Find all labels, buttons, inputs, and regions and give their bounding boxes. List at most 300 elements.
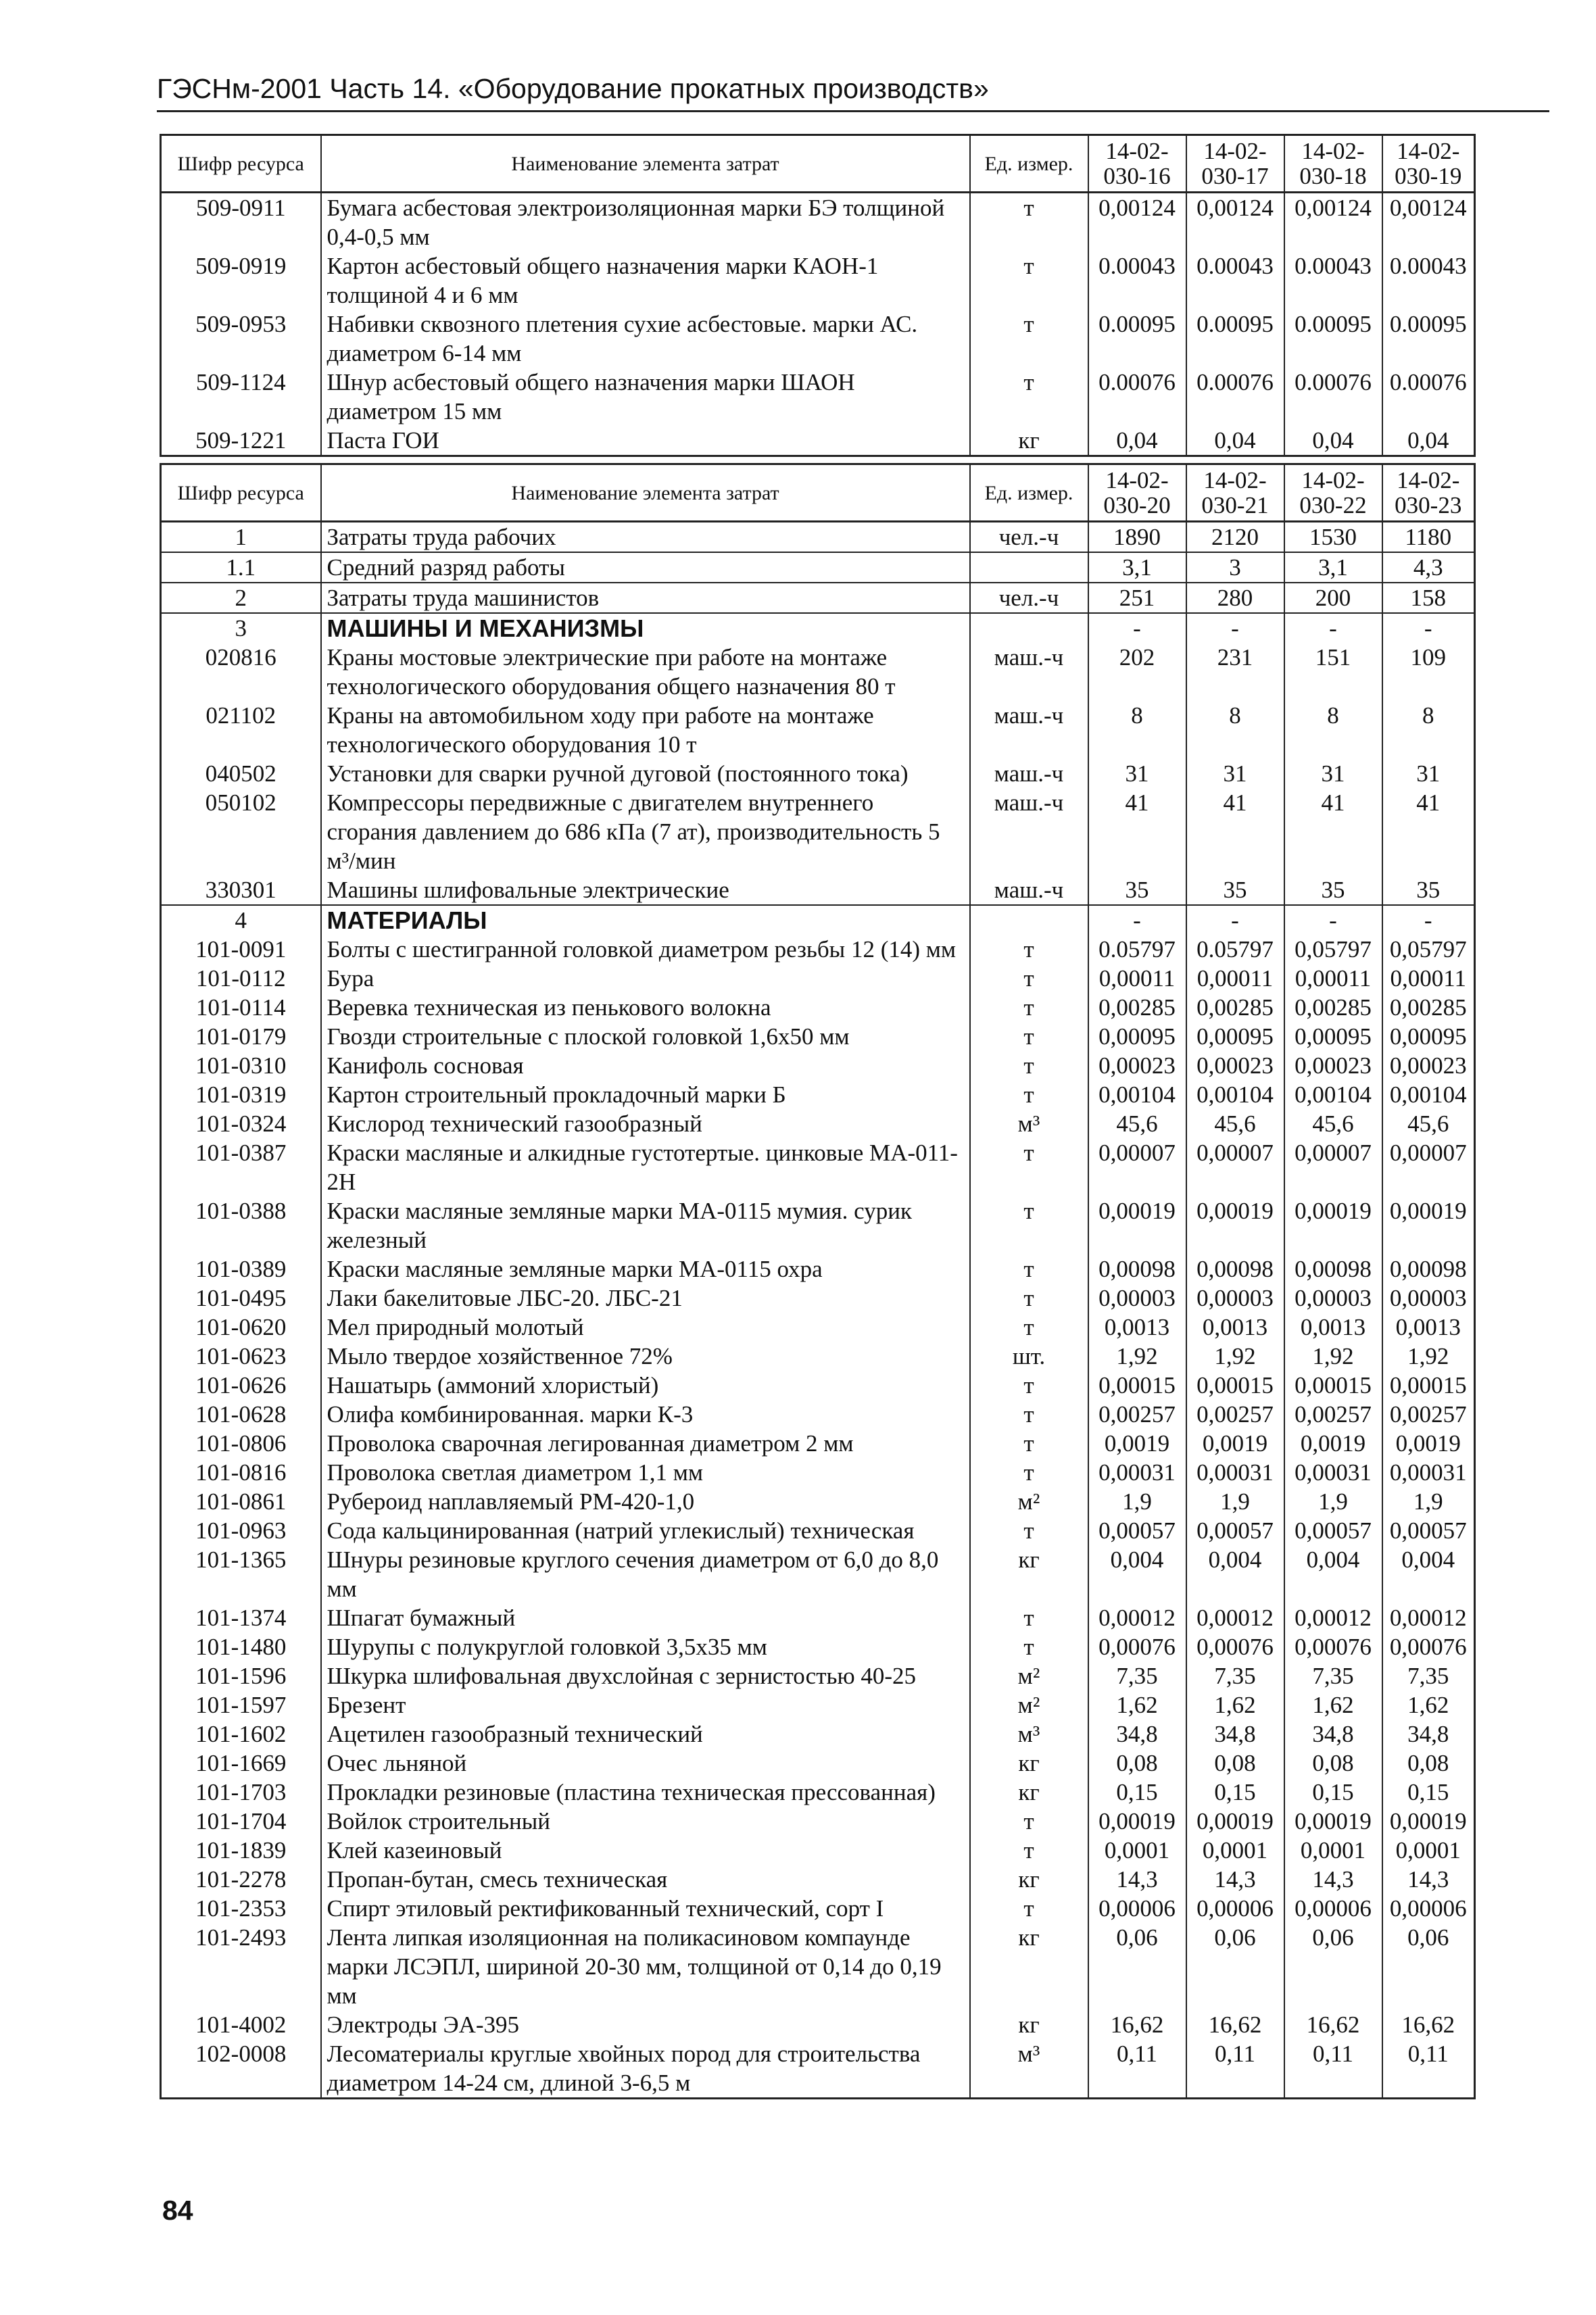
resource-name: Средний разряд работы [321, 552, 970, 583]
resource-value: 0,00031 [1382, 1458, 1475, 1487]
resource-unit: т [970, 993, 1088, 1022]
resource-value: 0.05797 [1088, 935, 1186, 964]
resource-unit: т [970, 193, 1088, 252]
resource-name: Краски масляные и алкидные густотертые. цинковые МА-011-2Н [321, 1138, 970, 1196]
resource-name: Лаки бакелитовые ЛБС-20. ЛБС-21 [321, 1284, 970, 1313]
table-row [161, 613, 1475, 643]
resource-value: 0,00095 [1284, 1022, 1382, 1051]
resource-unit: т [970, 1051, 1088, 1080]
resource-code: 101-0495 [161, 1284, 321, 1313]
table-row [161, 643, 1475, 701]
resource-name: Картон строительный прокладочный марки Б [321, 1080, 970, 1109]
table-row [161, 1022, 1475, 1051]
resource-value: 8 [1186, 701, 1284, 759]
resource-unit: кг [970, 1778, 1088, 1807]
resource-value: 0,00076 [1186, 1632, 1284, 1661]
resource-value: 0,00095 [1382, 1022, 1475, 1051]
resource-value: 0.00095 [1284, 310, 1382, 368]
resource-unit: м² [970, 1690, 1088, 1720]
resource-code: 101-1597 [161, 1690, 321, 1720]
table-row [161, 905, 1475, 935]
resource-code: 509-0919 [161, 251, 321, 310]
resource-value: 0,0019 [1382, 1429, 1475, 1458]
resource-name: Машины шлифовальные электрические [321, 875, 970, 905]
table-row [161, 964, 1475, 993]
resource-value: 0,00007 [1088, 1138, 1186, 1196]
resource-unit: м² [970, 1487, 1088, 1516]
resource-value: 0,08 [1186, 1749, 1284, 1778]
table-row [161, 1138, 1475, 1196]
resource-code: 1.1 [161, 552, 321, 583]
resource-value: 0,04 [1088, 426, 1186, 456]
resource-name: Затраты труда машинистов [321, 583, 970, 613]
resource-name: Ацетилен газообразный технический [321, 1720, 970, 1749]
table-row [161, 993, 1475, 1022]
resource-unit: т [970, 1516, 1088, 1545]
resource-value: 14,3 [1382, 1865, 1475, 1894]
resource-value: 0,00007 [1284, 1138, 1382, 1196]
resource-value: 1,62 [1382, 1690, 1475, 1720]
resource-code: 101-0388 [161, 1196, 321, 1254]
resource-value: 200 [1284, 583, 1382, 613]
table-row [161, 1690, 1475, 1720]
resource-value: 1,92 [1382, 1342, 1475, 1371]
table-header-row [161, 135, 1475, 193]
resource-code: 101-0816 [161, 1458, 321, 1487]
resource-value: 0,00019 [1284, 1807, 1382, 1836]
table-row [161, 2010, 1475, 2039]
resource-name: Рубероид наплавляемый РМ-420-1,0 [321, 1487, 970, 1516]
resource-unit: т [970, 1400, 1088, 1429]
resource-value: 0,0013 [1382, 1313, 1475, 1342]
resource-name: Очес льняной [321, 1749, 970, 1778]
resource-value: 1,92 [1186, 1342, 1284, 1371]
resource-value: 0,15 [1186, 1778, 1284, 1807]
resource-name: Шурупы с полукруглой головкой 3,5х35 мм [321, 1632, 970, 1661]
resource-value: 0,08 [1382, 1749, 1475, 1778]
resource-code: 021102 [161, 701, 321, 759]
resource-table-1 [160, 134, 1476, 457]
resource-value: 0.00076 [1284, 368, 1382, 426]
resource-value: 7,35 [1186, 1661, 1284, 1690]
resource-value: 0,00019 [1186, 1196, 1284, 1254]
resource-unit: м³ [970, 2039, 1088, 2099]
resource-value: 0,15 [1382, 1778, 1475, 1807]
header-col: 14-02-030-17 [1186, 135, 1284, 193]
resource-unit: кг [970, 1865, 1088, 1894]
resource-unit: т [970, 251, 1088, 310]
resource-value: 0,00011 [1088, 964, 1186, 993]
table-row [161, 368, 1475, 426]
resource-unit: кг [970, 1923, 1088, 2010]
table-row [161, 1778, 1475, 1807]
resource-value: 3,1 [1088, 552, 1186, 583]
resource-value: 0,04 [1284, 426, 1382, 456]
resource-value: - [1186, 613, 1284, 643]
header-col: 14-02-030-21 [1186, 464, 1284, 522]
resource-value: 109 [1382, 643, 1475, 701]
header-code: Шифр ресурса [161, 464, 321, 522]
resource-value: 0,00011 [1284, 964, 1382, 993]
page-number: 84 [162, 2195, 193, 2226]
resource-value: 1,9 [1382, 1487, 1475, 1516]
table-row [161, 1632, 1475, 1661]
resource-value: 14,3 [1088, 1865, 1186, 1894]
resource-unit: маш.-ч [970, 875, 1088, 905]
resource-value: 0,00104 [1088, 1080, 1186, 1109]
resource-unit: чел.-ч [970, 583, 1088, 613]
resource-value: 45,6 [1284, 1109, 1382, 1138]
resource-value: 0,15 [1088, 1778, 1186, 1807]
resource-value: - [1382, 905, 1475, 935]
resource-value: 0,00007 [1186, 1138, 1284, 1196]
resource-unit [970, 552, 1088, 583]
resource-value: 0,00012 [1186, 1603, 1284, 1632]
resource-unit: т [970, 1807, 1088, 1836]
resource-unit: т [970, 1894, 1088, 1923]
resource-value: 0,00019 [1382, 1196, 1475, 1254]
resource-value: 2120 [1186, 522, 1284, 553]
resource-unit: маш.-ч [970, 759, 1088, 788]
resource-value: 0,00098 [1382, 1254, 1475, 1284]
resource-value: 0,00003 [1088, 1284, 1186, 1313]
resource-value: 0.00095 [1088, 310, 1186, 368]
resource-code: 101-1703 [161, 1778, 321, 1807]
resource-value: 41 [1382, 788, 1475, 875]
resource-unit: м² [970, 1661, 1088, 1690]
resource-table-2 [160, 463, 1476, 2099]
resource-unit: маш.-ч [970, 701, 1088, 759]
resource-code: 101-1480 [161, 1632, 321, 1661]
resource-code: 040502 [161, 759, 321, 788]
resource-code: 101-2353 [161, 1894, 321, 1923]
resource-value: 0,00019 [1382, 1807, 1475, 1836]
resource-value: 0,00012 [1382, 1603, 1475, 1632]
resource-value: 0,00023 [1186, 1051, 1284, 1080]
resource-value: 0,04 [1186, 426, 1284, 456]
resource-value: 0.00076 [1088, 368, 1186, 426]
resource-value: 0,0019 [1284, 1429, 1382, 1458]
resource-value: 0,00285 [1088, 993, 1186, 1022]
resource-unit: т [970, 964, 1088, 993]
resource-unit: т [970, 310, 1088, 368]
resource-code: 1 [161, 522, 321, 553]
table-row [161, 701, 1475, 759]
resource-value: 0,00124 [1088, 193, 1186, 252]
resource-code: 101-1365 [161, 1545, 321, 1603]
resource-value: 0,08 [1088, 1749, 1186, 1778]
table-row [161, 1487, 1475, 1516]
resource-value: 0,00257 [1088, 1400, 1186, 1429]
resource-unit: маш.-ч [970, 643, 1088, 701]
resource-value: 0,00257 [1284, 1400, 1382, 1429]
resource-value: 4,3 [1382, 552, 1475, 583]
resource-code: 050102 [161, 788, 321, 875]
resource-value: 0,00023 [1088, 1051, 1186, 1080]
resource-code: 101-0628 [161, 1400, 321, 1429]
resource-value: 1,9 [1186, 1487, 1284, 1516]
resource-code: 509-0911 [161, 193, 321, 252]
header-code: Шифр ресурса [161, 135, 321, 193]
resource-value: - [1088, 905, 1186, 935]
resource-value: 0,00095 [1088, 1022, 1186, 1051]
table-row [161, 1371, 1475, 1400]
table-row [161, 1749, 1475, 1778]
resource-value: 35 [1186, 875, 1284, 905]
table-row [161, 875, 1475, 905]
resource-value: 0.00076 [1382, 368, 1475, 426]
resource-value: 16,62 [1186, 2010, 1284, 2039]
resource-value: 0.00043 [1284, 251, 1382, 310]
resource-value: 1,62 [1186, 1690, 1284, 1720]
resource-name: Олифа комбинированная. марки К-3 [321, 1400, 970, 1429]
resource-value: 0,0001 [1382, 1836, 1475, 1865]
resource-unit: м³ [970, 1720, 1088, 1749]
table-row [161, 1400, 1475, 1429]
resource-value: 41 [1088, 788, 1186, 875]
resource-unit: м³ [970, 1109, 1088, 1138]
header-unit: Ед. измер. [970, 464, 1088, 522]
table-row [161, 788, 1475, 875]
resource-unit: т [970, 1371, 1088, 1400]
resource-unit: кг [970, 1749, 1088, 1778]
resource-value: 45,6 [1186, 1109, 1284, 1138]
resource-code: 020816 [161, 643, 321, 701]
table-row [161, 1429, 1475, 1458]
resource-code: 101-0620 [161, 1313, 321, 1342]
resource-code: 509-1221 [161, 426, 321, 456]
resource-name: Клей казеиновый [321, 1836, 970, 1865]
resource-name: Гвозди строительные с плоской головкой 1,6х50 мм [321, 1022, 970, 1051]
resource-value: 0,06 [1382, 1923, 1475, 2010]
resource-value: 35 [1284, 875, 1382, 905]
resource-unit: т [970, 1429, 1088, 1458]
table-body [161, 522, 1475, 2099]
resource-value: 0,00285 [1284, 993, 1382, 1022]
resource-value: 0,00012 [1088, 1603, 1186, 1632]
table-row [161, 583, 1475, 613]
resource-code: 101-0114 [161, 993, 321, 1022]
resource-value: 0,00057 [1382, 1516, 1475, 1545]
resource-name: Картон асбестовый общего назначения марки КАОН-1 толщиной 4 и 6 мм [321, 251, 970, 310]
resource-value: 0,00076 [1284, 1632, 1382, 1661]
resource-value: 3,1 [1284, 552, 1382, 583]
resource-value: 45,6 [1382, 1109, 1475, 1138]
table-row [161, 193, 1475, 252]
header-col: 14-02-030-20 [1088, 464, 1186, 522]
resource-value: 0.00043 [1088, 251, 1186, 310]
resource-name: Мел природный молотый [321, 1313, 970, 1342]
resource-name: Шкурка шлифовальная двухслойная с зернистостью 40-25 [321, 1661, 970, 1690]
resource-value: - [1186, 905, 1284, 935]
resource-code: 2 [161, 583, 321, 613]
resource-code: 101-0091 [161, 935, 321, 964]
resource-name: Паста ГОИ [321, 426, 970, 456]
resource-value: 0,0013 [1088, 1313, 1186, 1342]
resource-value: 202 [1088, 643, 1186, 701]
resource-name: Бумага асбестовая электроизоляционная марки БЭ толщиной 0,4-0,5 мм [321, 193, 970, 252]
resource-value: 1,92 [1088, 1342, 1186, 1371]
table-row [161, 759, 1475, 788]
resource-name: Пропан-бутан, смесь техническая [321, 1865, 970, 1894]
resource-value: 31 [1382, 759, 1475, 788]
resource-value: - [1284, 905, 1382, 935]
resource-value: 231 [1186, 643, 1284, 701]
resource-value: 0,00257 [1382, 1400, 1475, 1429]
resource-value: 34,8 [1088, 1720, 1186, 1749]
table-row [161, 1603, 1475, 1632]
table-row [161, 1254, 1475, 1284]
resource-value: 0,00015 [1284, 1371, 1382, 1400]
resource-name: Веревка техническая из пенькового волокна [321, 993, 970, 1022]
resource-unit: т [970, 1632, 1088, 1661]
resource-value: 0,004 [1088, 1545, 1186, 1603]
resource-unit: маш.-ч [970, 788, 1088, 875]
resource-value: 0,00006 [1088, 1894, 1186, 1923]
resource-value: 31 [1186, 759, 1284, 788]
resource-value: 0,004 [1186, 1545, 1284, 1603]
resource-value: 0,00006 [1284, 1894, 1382, 1923]
table-row [161, 1923, 1475, 2010]
header-name: Наименование элемента затрат [321, 135, 970, 193]
resource-unit: чел.-ч [970, 522, 1088, 553]
resource-value: 0,00015 [1088, 1371, 1186, 1400]
resource-name: Прокладки резиновые (пластина техническая прессованная) [321, 1778, 970, 1807]
resource-value: 0,0001 [1088, 1836, 1186, 1865]
table-row [161, 1836, 1475, 1865]
resource-value: 0,00098 [1186, 1254, 1284, 1284]
table-row [161, 1080, 1475, 1109]
resource-code: 101-0623 [161, 1342, 321, 1371]
resource-unit: т [970, 1284, 1088, 1313]
resource-code: 101-0963 [161, 1516, 321, 1545]
resource-value: 0,00006 [1186, 1894, 1284, 1923]
resource-value: 16,62 [1088, 2010, 1186, 2039]
resource-value: 45,6 [1088, 1109, 1186, 1138]
resource-value: 8 [1088, 701, 1186, 759]
resource-value: 0.00043 [1186, 251, 1284, 310]
resource-value: 0,004 [1382, 1545, 1475, 1603]
resource-value: 0,0013 [1186, 1313, 1284, 1342]
table-row [161, 251, 1475, 310]
header-col: 14-02-030-18 [1284, 135, 1382, 193]
header-col: 14-02-030-23 [1382, 464, 1475, 522]
resource-value: 0,00031 [1284, 1458, 1382, 1487]
resource-value: 0,11 [1186, 2039, 1284, 2099]
resource-value: 7,35 [1088, 1661, 1186, 1690]
resource-value: 0,00011 [1382, 964, 1475, 993]
resource-unit: т [970, 368, 1088, 426]
resource-name: Шнуры резиновые круглого сечения диаметром от 6,0 до 8,0 мм [321, 1545, 970, 1603]
resource-unit: т [970, 1196, 1088, 1254]
resource-value: 0,11 [1284, 2039, 1382, 2099]
table-body [161, 193, 1475, 456]
table-row [161, 426, 1475, 456]
resource-value: 3 [1186, 552, 1284, 583]
resource-value: 0,06 [1088, 1923, 1186, 2010]
resource-code: 509-1124 [161, 368, 321, 426]
resource-code: 101-0861 [161, 1487, 321, 1516]
table-row [161, 1196, 1475, 1254]
resource-value: 0,0019 [1186, 1429, 1284, 1458]
table-row [161, 1545, 1475, 1603]
resource-code: 101-1374 [161, 1603, 321, 1632]
resource-unit: т [970, 1254, 1088, 1284]
table-row [161, 310, 1475, 368]
resource-value: 0,05797 [1284, 935, 1382, 964]
resource-value: 0,15 [1284, 1778, 1382, 1807]
resource-code: 101-1602 [161, 1720, 321, 1749]
resource-name: МАШИНЫ И МЕХАНИЗМЫ [321, 613, 970, 643]
resource-value: 0.05797 [1186, 935, 1284, 964]
resource-value: 8 [1382, 701, 1475, 759]
resource-code: 101-1596 [161, 1661, 321, 1690]
resource-value: 7,35 [1284, 1661, 1382, 1690]
resource-value: 0,00003 [1186, 1284, 1284, 1313]
resource-name: Установки для сварки ручной дуговой (постоянного тока) [321, 759, 970, 788]
resource-name: Шнур асбестовый общего назначения марки ШАОН диаметром 15 мм [321, 368, 970, 426]
resource-value: 151 [1284, 643, 1382, 701]
resource-value: 0,00011 [1186, 964, 1284, 993]
resource-name: Мыло твердое хозяйственное 72% [321, 1342, 970, 1371]
resource-name: Проволока светлая диаметром 1,1 мм [321, 1458, 970, 1487]
resource-unit: кг [970, 1545, 1088, 1603]
resource-value: 0,06 [1186, 1923, 1284, 2010]
resource-value: 0,0019 [1088, 1429, 1186, 1458]
resource-name: Краны на автомобильном ходу при работе на монтаже технологического оборудования 10 т [321, 701, 970, 759]
resource-code: 101-0324 [161, 1109, 321, 1138]
resource-name: Брезент [321, 1690, 970, 1720]
resource-code: 101-0387 [161, 1138, 321, 1196]
resource-value: 251 [1088, 583, 1186, 613]
resource-value: 0,00023 [1382, 1051, 1475, 1080]
resource-value: 0,00285 [1186, 993, 1284, 1022]
resource-value: 158 [1382, 583, 1475, 613]
resource-value: 0,00095 [1186, 1022, 1284, 1051]
table-row [161, 1720, 1475, 1749]
resource-value: 1,62 [1088, 1690, 1186, 1720]
resource-value: 0,00015 [1382, 1371, 1475, 1400]
page-header: ГЭСНм-2001 Часть 14. «Оборудование прокатных производств» [157, 73, 1549, 112]
resource-unit: т [970, 1138, 1088, 1196]
resource-value: 0,00015 [1186, 1371, 1284, 1400]
resource-value: 0,11 [1088, 2039, 1186, 2099]
table-header-row [161, 464, 1475, 522]
resource-value: 0,0001 [1284, 1836, 1382, 1865]
resource-value: 34,8 [1186, 1720, 1284, 1749]
resource-value: 0.00095 [1186, 310, 1284, 368]
table-row [161, 1284, 1475, 1313]
resource-value: 0,00057 [1284, 1516, 1382, 1545]
resource-value: 41 [1284, 788, 1382, 875]
resource-value: 0,00031 [1088, 1458, 1186, 1487]
resource-name: Набивки сквозного плетения сухие асбестовые. марки АС. диаметром 6-14 мм [321, 310, 970, 368]
resource-name: Шпагат бумажный [321, 1603, 970, 1632]
resource-code: 509-0953 [161, 310, 321, 368]
resource-code: 101-0806 [161, 1429, 321, 1458]
header-name: Наименование элемента затрат [321, 464, 970, 522]
table-row [161, 935, 1475, 964]
table-row [161, 1865, 1475, 1894]
resource-name: МАТЕРИАЛЫ [321, 905, 970, 935]
resource-unit: кг [970, 2010, 1088, 2039]
resource-value: 0,00076 [1088, 1632, 1186, 1661]
resource-code: 101-2278 [161, 1865, 321, 1894]
resource-name: Болты с шестигранной головкой диаметром резьбы 12 (14) мм [321, 935, 970, 964]
resource-value: 8 [1284, 701, 1382, 759]
resource-code: 101-2493 [161, 1923, 321, 2010]
resource-code: 101-0112 [161, 964, 321, 993]
